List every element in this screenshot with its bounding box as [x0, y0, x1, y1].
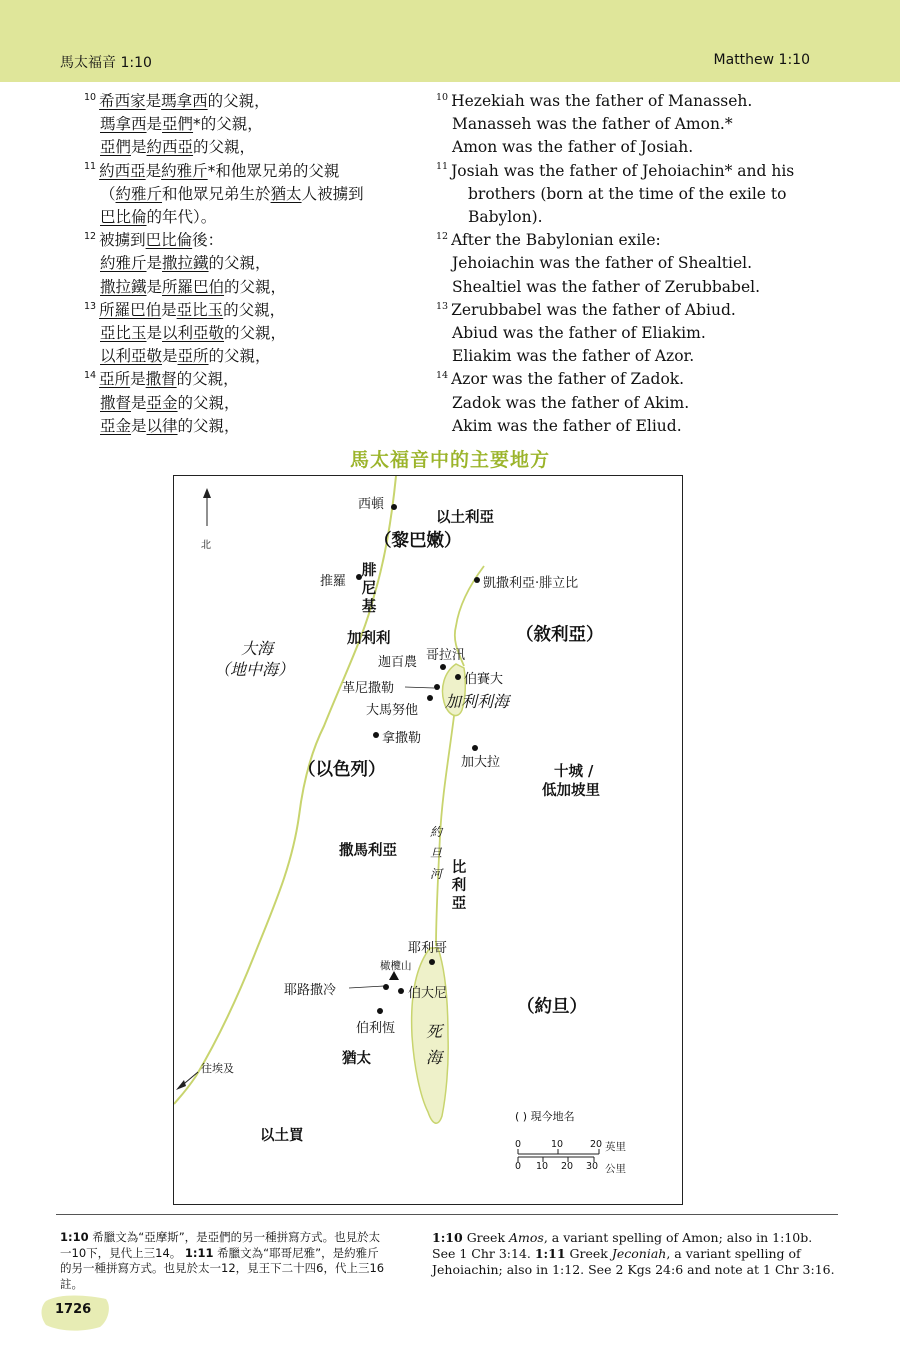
footnote-text: , a variant spelling of Amon; also in 1:10b. See 1 Chr 3:14. [432, 1230, 813, 1261]
verse-text: 是 [131, 416, 147, 435]
english-verse-line [436, 206, 856, 229]
map-label-nazareth: 拿撒勒 [382, 731, 422, 746]
map-label-bethany: 伯大尼 [408, 986, 448, 1001]
proper-name: 約雅斤 [161, 161, 208, 180]
verse-text: 的父親， [208, 347, 271, 366]
english-verse-line [436, 415, 856, 438]
map-label-jordan: （約旦） [517, 997, 587, 1017]
proper-name: 撒督 [145, 370, 177, 389]
proper-name: 亞所 [99, 370, 131, 389]
map-label-bethsaida: 伯賽大 [464, 672, 504, 687]
chinese-verse-line [84, 252, 414, 275]
running-header-chinese: 馬太福音 1:10 [60, 55, 152, 71]
verse-text: 的父親， [176, 370, 239, 389]
proper-name: 以利亞敬 [100, 347, 163, 366]
verse-text: Jehoiachin was the father of Shealtiel. [452, 254, 753, 273]
verse-text: 是 [131, 138, 147, 157]
english-verse-line [436, 299, 856, 322]
footnote-text: 希臘文為“耶哥尼雅”，是約雅斤的另一種拼寫方式。也見於太一12，見王下二十四6，代上三16註。 [60, 1245, 385, 1291]
verse-text: *的父親， [193, 115, 263, 134]
scale-mi-10: 10 [551, 1139, 564, 1150]
chinese-verse-line [84, 299, 414, 322]
map-label-tyre: 推羅 [320, 574, 347, 589]
verse-text: After the Babylonian exile: [451, 231, 661, 250]
verse-number: 10 [436, 91, 449, 103]
footnote-text: Greek [462, 1230, 509, 1245]
verse-text: Abiud was the father of Eliakim. [452, 324, 706, 343]
verse-number: 13 [84, 300, 97, 312]
map-label-jordan-river: 約 旦 河 [429, 825, 442, 881]
map-label-sea-of-galilee: 加利利海 [445, 692, 510, 711]
chinese-verse-line [84, 229, 414, 252]
english-verse-line [436, 322, 856, 345]
proper-name: 亞們 [100, 138, 132, 157]
chinese-verse-line [84, 90, 414, 113]
english-verse-line [436, 160, 856, 183]
map-frame [173, 475, 683, 1205]
verse-text: 是 [145, 92, 162, 110]
chinese-verse-line [84, 415, 414, 438]
english-verse-line [436, 276, 856, 299]
proper-name: 所羅巴伯 [162, 277, 225, 296]
footnote-text: , a variant spelling of Jehoiachin; also in 1:12. See 2 Kgs 24:6 and note at 1 Chr 3:16. [432, 1245, 835, 1277]
proper-name: 亞金 [100, 416, 132, 435]
verse-text: 的父親， [193, 138, 256, 157]
chinese-verse-line [84, 322, 414, 345]
map-label-idumea: 以土買 [260, 1127, 304, 1144]
verse-number: 11 [84, 161, 97, 173]
map-label-galilee: 加利利 [347, 630, 391, 647]
verse-text: Manasseh was the father of Amon.* [452, 115, 733, 134]
chinese-verse-line [84, 183, 414, 206]
proper-name: 猶太 [270, 184, 302, 203]
proper-name: 撒拉鐵 [100, 277, 147, 296]
map-title: 馬太福音中的主要地方 [349, 449, 550, 471]
footnote-ref: 1:11 [184, 1245, 214, 1260]
verse-number: 14 [84, 370, 97, 382]
scale-miles-unit: 英里 [605, 1141, 626, 1153]
north-arrow-icon [203, 488, 211, 498]
verse-text: 是 [130, 370, 146, 389]
map-label-jericho: 耶利哥 [408, 941, 448, 956]
chinese-verse-line [84, 206, 414, 229]
verse-number: 11 [436, 161, 449, 173]
verse-text: 的父親， [177, 416, 240, 435]
footnote-italic-word: Amos [509, 1230, 544, 1245]
verse-text: 的父親， [223, 300, 286, 319]
verse-text: （ [100, 184, 116, 203]
english-verse-line [436, 183, 856, 206]
proper-name: 巴比倫 [100, 208, 147, 227]
proper-name: 以利亞敬 [162, 324, 225, 343]
chinese-verse-line [84, 392, 414, 415]
footnote-rule [56, 1214, 838, 1215]
footnote-ref: 1:10 [432, 1230, 463, 1245]
map-label-samaria: 撒馬利亞 [339, 842, 397, 859]
proper-name: 希西家 [99, 92, 146, 110]
verse-text: 是 [162, 347, 178, 366]
verse-text: 被擄到 [99, 231, 146, 250]
footnote-text: Greek [565, 1245, 612, 1261]
chinese-verse-line [84, 136, 414, 159]
page-number: 1726 [55, 1302, 92, 1317]
english-verse-line [436, 229, 856, 252]
verse-text: 是 [145, 161, 162, 180]
footnotes-chinese [60, 1230, 390, 1292]
north-label: 北 [201, 540, 211, 551]
footnote-ref: 1:10 [60, 1230, 89, 1244]
map-label-jerusalem: 耶路撒冷 [284, 983, 337, 998]
chinese-verse-line [84, 368, 414, 391]
verse-text: 後： [192, 231, 224, 250]
chinese-verse-line [84, 276, 414, 299]
english-text-column [436, 90, 856, 438]
proper-name: 瑪拿西 [161, 92, 208, 110]
map-label-sidon: 西頓 [358, 497, 385, 512]
verse-text: 的父親， [207, 92, 270, 110]
proper-name: 亞所 [177, 347, 209, 366]
scale-km-0: 0 [515, 1161, 522, 1172]
map-label-syria: （敘利亞） [516, 625, 604, 645]
verse-text: brothers (born at the time of the exile to [468, 184, 787, 203]
verse-text: 是 [146, 254, 163, 273]
verse-text: 和他眾兄弟生於 [162, 184, 271, 203]
chinese-text-column [84, 90, 414, 438]
verse-text: 是 [146, 277, 163, 296]
scale-km-10: 10 [536, 1161, 549, 1172]
verse-number: 10 [84, 91, 97, 103]
proper-name: 所羅巴伯 [99, 300, 162, 319]
proper-name: 亞金 [146, 393, 178, 412]
footnote-ref: 1:11 [534, 1245, 566, 1261]
scale-km-20: 20 [561, 1161, 574, 1172]
map-label-bethlehem: 伯利恆 [356, 1021, 396, 1036]
proper-name: 約雅斤 [115, 184, 163, 203]
verse-text: Eliakim was the father of Azor. [452, 347, 695, 366]
english-verse-line [436, 113, 856, 136]
english-verse-line [436, 136, 856, 159]
verse-text: Shealtiel was the father of Zerubbabel. [452, 277, 761, 296]
verse-text: 是 [131, 393, 147, 412]
proper-name: 亞們 [162, 115, 194, 134]
verse-text: Josiah was the father of Jehoiachin* and his [451, 161, 795, 180]
chinese-verse-line [84, 345, 414, 368]
map-legend: ( ) 現今地名 [515, 1110, 575, 1123]
verse-text: 的父親， [208, 254, 271, 273]
map-label-perea: 比 利 亞 [451, 859, 467, 912]
proper-name: 約西亞 [99, 161, 146, 180]
english-verse-line [436, 252, 856, 275]
map-label-chorazin: 哥拉汛 [426, 648, 466, 663]
proper-name: 約西亞 [146, 138, 194, 157]
footnotes-english [432, 1230, 837, 1277]
map-label-magdala: 大馬努他 [366, 703, 419, 718]
chinese-verse-line [84, 160, 414, 183]
footnote-text: 希臘文為“亞摩斯”，是亞們的另一種拼寫方式。也見於太一10下，見代上三14。 [60, 1230, 381, 1260]
verse-text: 人被擄到 [301, 184, 364, 203]
verse-text: 的父親， [177, 393, 240, 412]
scale-mi-0: 0 [515, 1139, 522, 1150]
proper-name: 巴比倫 [145, 231, 193, 250]
map-label-decapolis-alt: 低加坡里 [542, 782, 600, 799]
english-verse-line [436, 392, 856, 415]
map-label-mediterranean: （地中海） [214, 660, 295, 679]
verse-text: 的父親， [224, 324, 287, 343]
map-label-decapolis: 十城 / [554, 763, 594, 780]
scale-mi-20: 20 [590, 1139, 603, 1150]
map-label-israel: （以色列） [298, 760, 386, 780]
verse-text: 是 [161, 300, 177, 319]
verse-text: Hezekiah was the father of Manasseh. [451, 92, 753, 110]
verse-text: Akim was the father of Eliud. [452, 416, 682, 435]
english-verse-line [436, 345, 856, 368]
map-label-capernaum: 迦百農 [378, 655, 418, 670]
english-verse-line [436, 368, 856, 391]
proper-name: 約雅斤 [100, 254, 147, 273]
verse-text: 是 [146, 324, 163, 343]
english-verse-line [436, 90, 856, 113]
map-label-ituraea: 以土利亞 [436, 509, 494, 526]
map-label-lebanon: （黎巴嫩） [374, 531, 462, 551]
verse-text: Babylon). [468, 208, 543, 227]
verse-number: 12 [436, 231, 449, 243]
proper-name: 撒拉鐵 [162, 254, 209, 273]
map-label-dead-sea: 死 海 [426, 1022, 443, 1067]
verse-text: Azor was the father of Zadok. [451, 370, 685, 389]
verse-text: 的年代）。 [146, 208, 217, 227]
map-label-judea: 猶太 [342, 1050, 371, 1067]
map-label-mount-of-olives: 橄欖山 [380, 960, 412, 972]
running-header-english: Matthew 1:10 [713, 52, 810, 68]
verse-text: Zadok was the father of Akim. [452, 393, 690, 412]
verse-text: 的父親， [224, 277, 287, 296]
scale-km-30: 30 [586, 1161, 599, 1172]
proper-name: 瑪拿西 [100, 115, 147, 134]
verse-text: Zerubbabel was the father of Abiud. [451, 300, 736, 319]
map-label-phoenicia: 腓 尼 基 [361, 562, 377, 615]
proper-name: 亞比玉 [176, 300, 224, 319]
verse-text: Amon was the father of Josiah. [452, 138, 694, 157]
proper-name: 以律 [146, 416, 178, 435]
proper-name: 亞比玉 [100, 324, 147, 343]
footnote-italic-word: Jeconiah [611, 1245, 667, 1261]
verse-number: 14 [436, 370, 449, 382]
verse-text: *和他眾兄弟的父親 [207, 161, 340, 180]
scale-km-unit: 公里 [605, 1163, 626, 1175]
map-label-to-egypt: 往埃及 [201, 1062, 234, 1075]
verse-text: 是 [146, 115, 163, 134]
verse-number: 12 [84, 231, 97, 243]
map-label-great-sea: 大海 [241, 639, 274, 658]
map-label-gadara: 加大拉 [461, 755, 501, 770]
verse-number: 13 [436, 300, 449, 312]
map-label-gennesaret: 革尼撒勒 [342, 681, 395, 696]
chinese-verse-line [84, 113, 414, 136]
map-label-caesarea-philippi: 凱撒利亞‧腓立比 [483, 576, 579, 591]
proper-name: 撒督 [100, 393, 132, 412]
